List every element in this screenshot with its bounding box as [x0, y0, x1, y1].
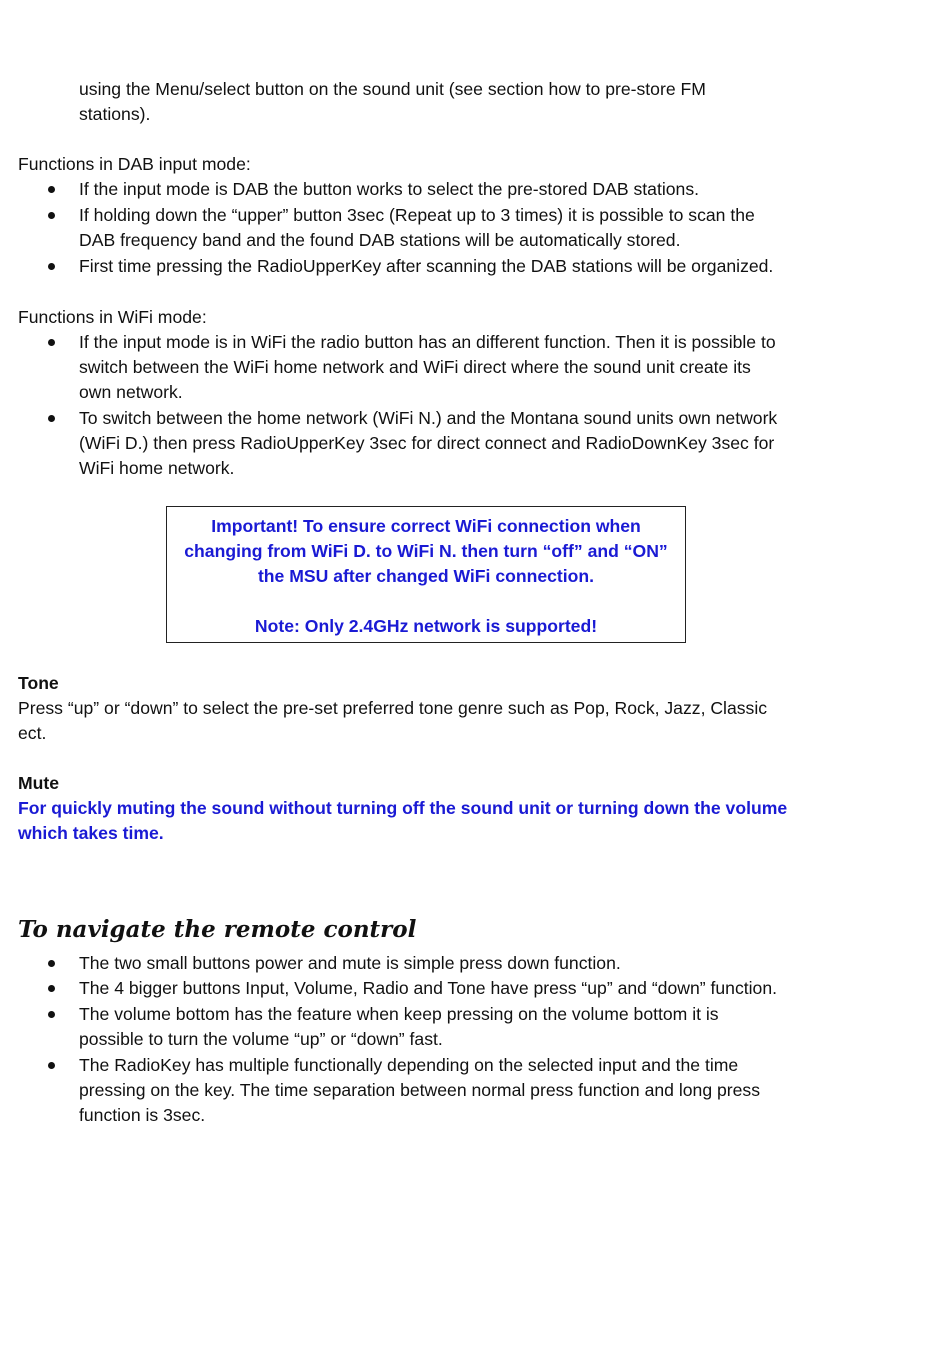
navigate-bullet-text: pressing on the key. The time separation between normal press function and long press: [79, 1080, 761, 1100]
bullet-icon: [48, 212, 58, 222]
navigate-bullet-text: The 4 bigger buttons Input, Volume, Radio and Tone have press “up” and “down” function.: [79, 978, 778, 998]
bullet-icon: [48, 960, 58, 970]
wifi-bullet-text: WiFi home network.: [79, 458, 235, 478]
bullet-icon: [48, 985, 58, 995]
callout-line: the MSU after changed WiFi connection.: [257, 566, 595, 586]
callout-line: Important! To ensure correct WiFi connection when: [211, 516, 641, 536]
navigate-bullet-text: The two small buttons power and mute is simple press down function.: [79, 953, 621, 973]
tone-text: Press “up” or “down” to select the pre-set preferred tone genre such as Pop, Rock, Jazz, Classic: [18, 698, 768, 718]
intro-line: stations).: [79, 104, 151, 124]
tone-text: ect.: [18, 723, 47, 743]
navigate-bullet-text: The volume bottom has the feature when keep pressing on the volume bottom it is: [79, 1004, 719, 1024]
navigate-bullet-text: function is 3sec.: [79, 1105, 206, 1125]
wifi-bullet-text: If the input mode is in WiFi the radio button has an different function. Then it is possible to: [79, 332, 776, 352]
wifi-bullet-text: (WiFi D.) then press RadioUpperKey 3sec for direct connect and RadioDownKey 3sec for: [79, 433, 775, 453]
dab-heading: Functions in DAB input mode:: [18, 154, 251, 174]
important-callout: [166, 506, 686, 643]
bullet-icon: [48, 1011, 58, 1021]
wifi-bullet-text: To switch between the home network (WiFi N.) and the Montana sound units own network: [79, 408, 778, 428]
wifi-heading: Functions in WiFi mode:: [18, 307, 207, 327]
dab-bullet-text: If holding down the “upper” button 3sec (Repeat up to 3 times) it is possible to scan the: [79, 205, 755, 225]
mute-text: For quickly muting the sound without turning off the sound unit or turning down the volume: [18, 798, 788, 818]
bullet-icon: [48, 1062, 58, 1072]
bullet-icon: [48, 415, 58, 425]
bullet-icon: [48, 186, 58, 196]
dab-bullet-text: DAB frequency band and the found DAB stations will be automatically stored.: [79, 230, 681, 250]
mute-heading: Mute: [18, 773, 60, 793]
mute-text: which takes time.: [18, 823, 164, 843]
dab-bullet-text: First time pressing the RadioUpperKey after scanning the DAB stations will be organized.: [79, 256, 774, 276]
wifi-bullet-text: switch between the WiFi home network and WiFi direct where the sound unit create its: [79, 357, 751, 377]
intro-line: using the Menu/select button on the sound unit (see section how to pre-store FM: [79, 79, 706, 99]
bullet-icon: [48, 339, 58, 349]
wifi-bullet-text: own network.: [79, 382, 183, 402]
dab-bullet-text: If the input mode is DAB the button works to select the pre-stored DAB stations.: [79, 179, 699, 199]
bullet-icon: [48, 263, 58, 273]
navigate-bullet-text: The RadioKey has multiple functionally depending on the selected input and the time: [79, 1055, 739, 1075]
navigate-heading: To navigate the remote control: [18, 916, 417, 943]
tone-heading: Tone: [18, 673, 59, 693]
callout-line: changing from WiFi D. to WiFi N. then turn “off” and “ON”: [184, 541, 668, 561]
callout-note: Note: Only 2.4GHz network is supported!: [254, 616, 598, 636]
navigate-bullet-text: possible to turn the volume “up” or “down” fast.: [79, 1029, 443, 1049]
